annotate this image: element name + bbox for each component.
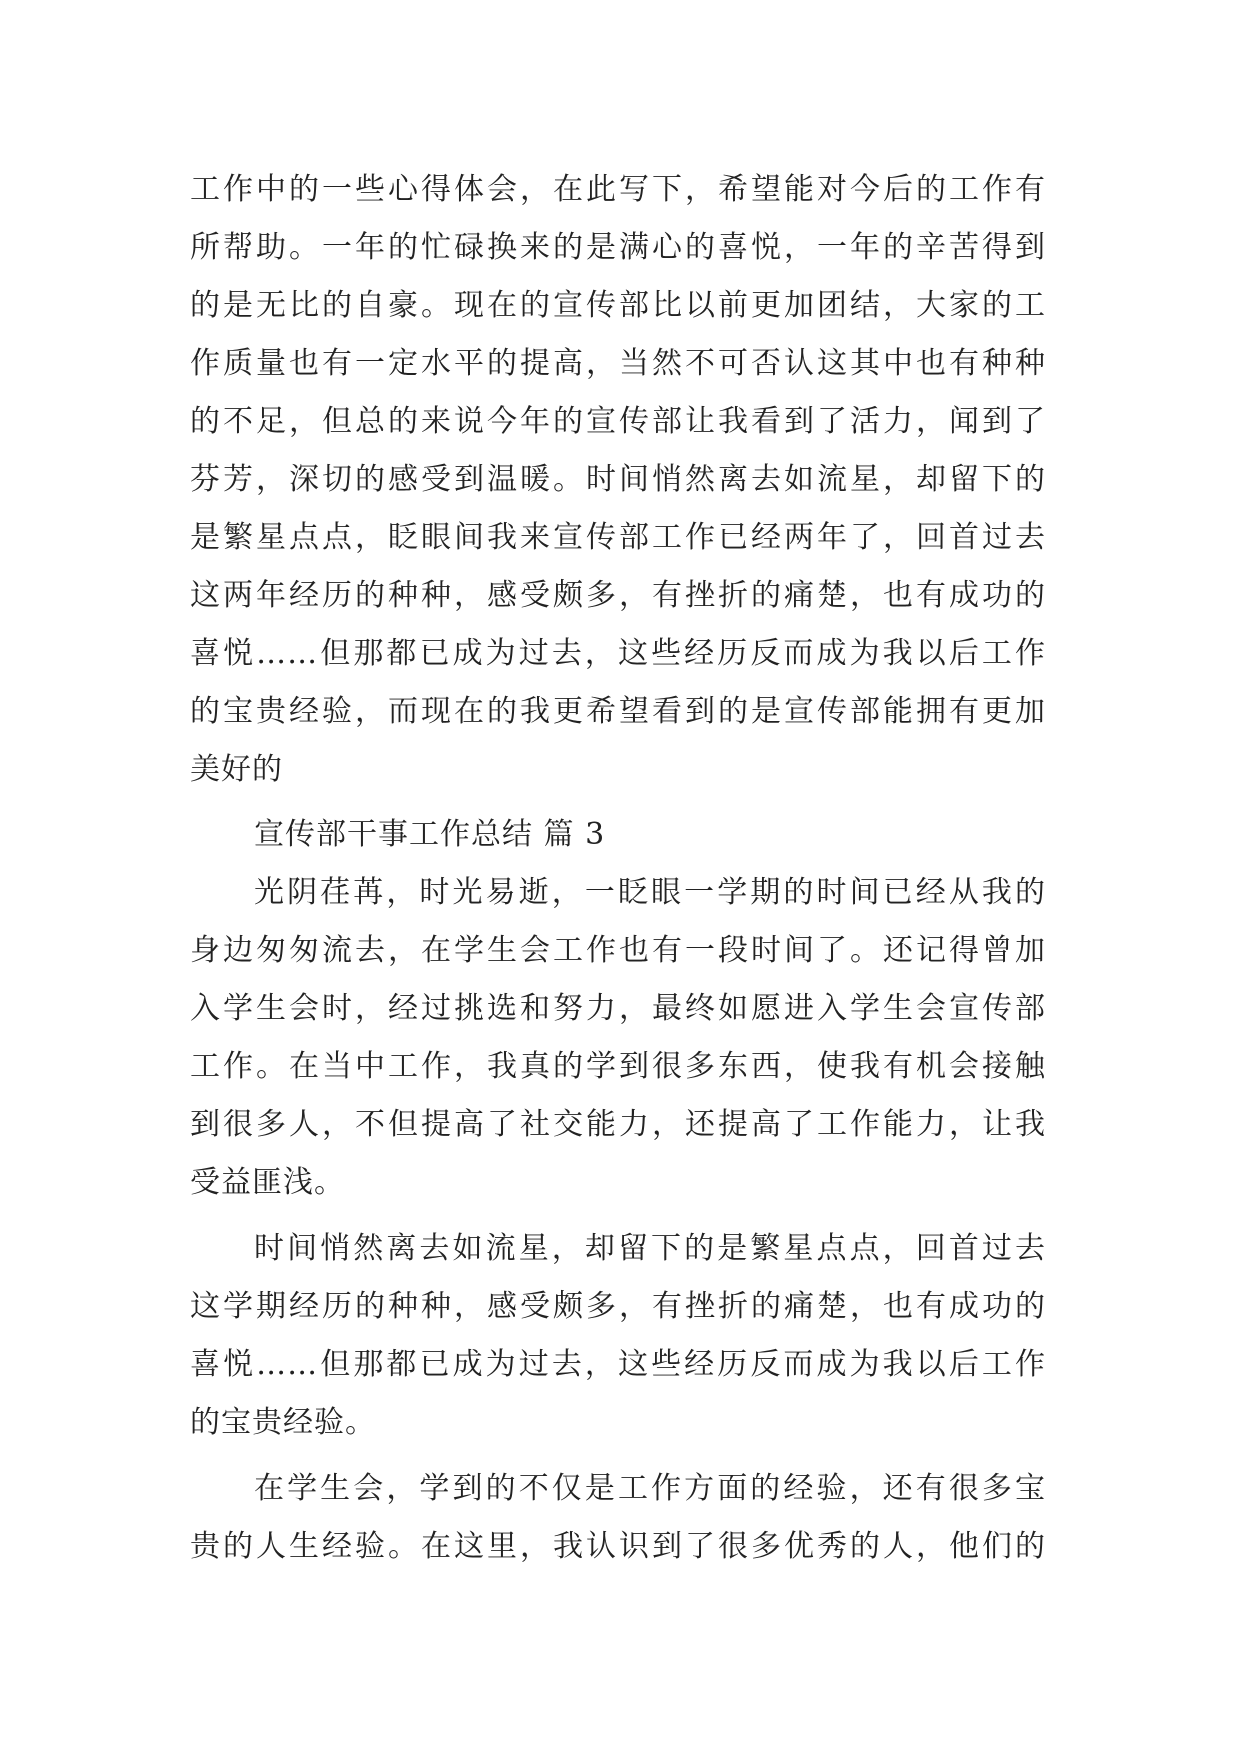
paragraph — [190, 864, 1046, 1212]
paragraph-gap — [190, 1452, 1046, 1460]
text-line: 入学生会时，经过挑选和努力，最终如愿进入学生会宣传部 — [190, 991, 1046, 1026]
text-line: 在学生会，学到的不仅是工作方面的经验，还有很多宝 — [254, 1471, 1046, 1506]
text-line: 喜悦……但那都已成为过去，这些经历反而成为我以后工作 — [190, 1347, 1046, 1382]
paragraph — [190, 1220, 1046, 1452]
text-line: 美好的 — [190, 752, 283, 787]
section-body — [190, 806, 1046, 1576]
text-line: 工作中的一些心得体会，在此写下，希望能对今后的工作有 — [190, 172, 1046, 207]
text-line: 这学期经历的种种，感受颇多，有挫折的痛楚，也有成功的 — [190, 1289, 1046, 1324]
text-line: 的是无比的自豪。现在的宣传部比以前更加团结，大家的工 — [190, 288, 1046, 323]
text-line: 芬芳，深切的感受到温暖。时间悄然离去如流星，却留下的 — [190, 462, 1046, 497]
section-heading: 宣传部干事工作总结 篇 3 — [254, 817, 606, 852]
text-line: 作质量也有一定水平的提高，当然不可否认这其中也有种种 — [190, 346, 1046, 381]
text-line: 工作。在当中工作，我真的学到很多东西，使我有机会接触 — [190, 1049, 1046, 1084]
text-line: 这两年经历的种种，感受颇多，有挫折的痛楚，也有成功的 — [190, 578, 1046, 613]
text-line: 受益匪浅。 — [190, 1165, 345, 1200]
text-line: 的宝贵经验，而现在的我更希望看到的是宣传部能拥有更加 — [190, 694, 1046, 729]
continuation-paragraph — [190, 161, 1046, 799]
text-line: 光阴荏苒，时光易逝，一眨眼一学期的时间已经从我的 — [254, 875, 1046, 910]
text-line: 喜悦……但那都已成为过去，这些经历反而成为我以后工作 — [190, 636, 1046, 671]
text-line: 贵的人生经验。在这里，我认识到了很多优秀的人，他们的 — [190, 1529, 1046, 1564]
text-line: 的不足，但总的来说今年的宣传部让我看到了活力，闻到了 — [190, 404, 1046, 439]
text-line: 时间悄然离去如流星，却留下的是繁星点点，回首过去 — [254, 1231, 1046, 1266]
text-line: 到很多人，不但提高了社交能力，还提高了工作能力，让我 — [190, 1107, 1046, 1142]
paragraph-gap — [190, 1212, 1046, 1220]
text-line: 所帮助。一年的忙碌换来的是满心的喜悦，一年的辛苦得到 — [190, 230, 1046, 265]
paragraph — [190, 1460, 1046, 1576]
text-line: 的宝贵经验。 — [190, 1405, 376, 1440]
text-line: 身边匆匆流去，在学生会工作也有一段时间了。还记得曾加 — [190, 933, 1046, 968]
text-line: 是繁星点点，眨眼间我来宣传部工作已经两年了，回首过去 — [190, 520, 1046, 555]
